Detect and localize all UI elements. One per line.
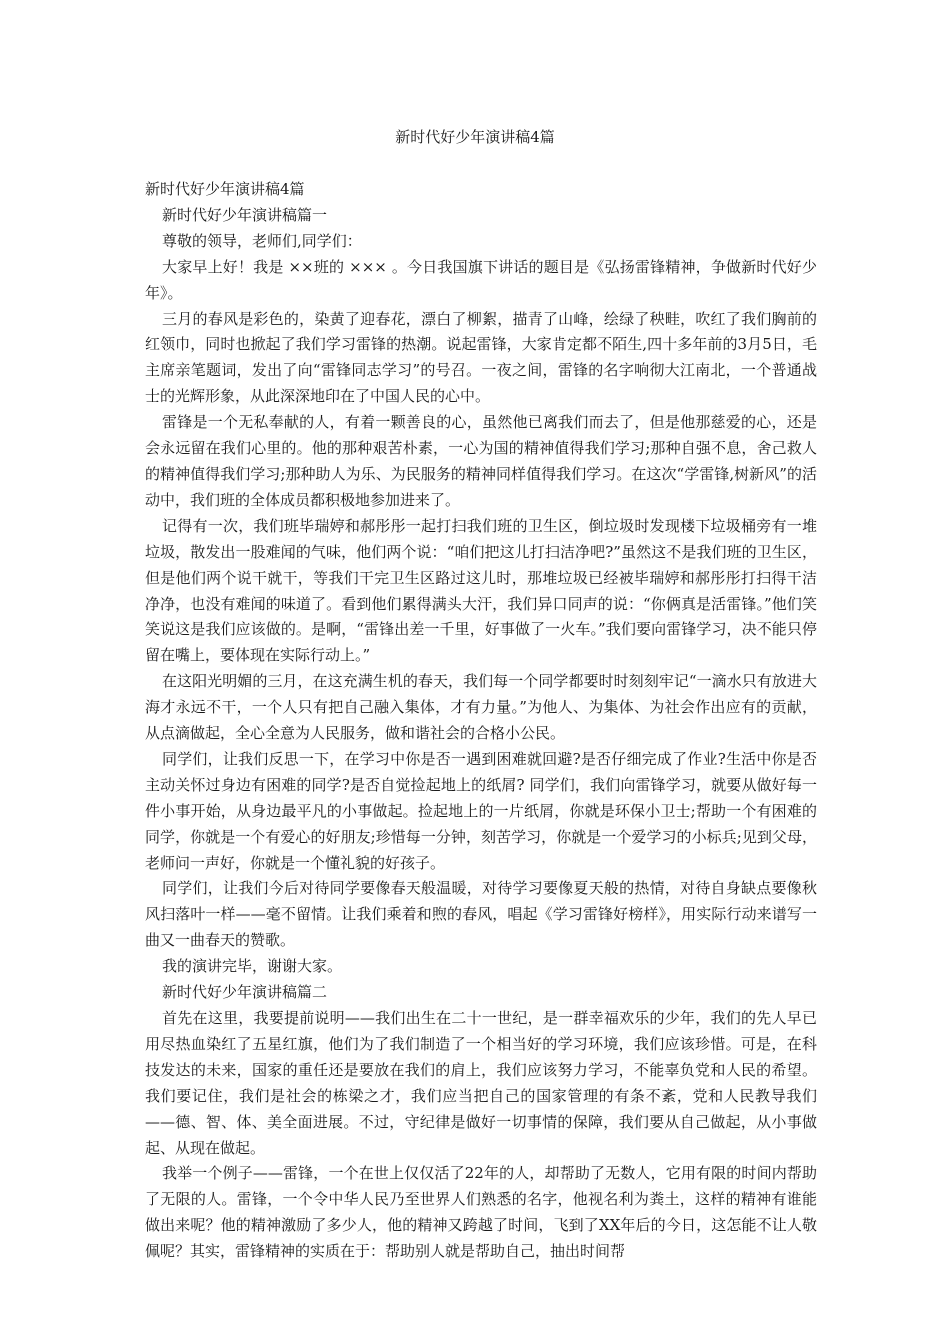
paragraph: 在这阳光明媚的三月，在这充满生机的春天，我们每一个同学都要时时刻刻牢记“一滴水只有放进大海才永远不干，一个人只有把自己融入集体，才有力量。”为他人、为集体、为社会作出应有的贡献，从点滴做起，全心全意为人民服务，做和谐社会的合格小公民。 bbox=[145, 672, 817, 743]
paragraph: 记得有一次，我们班毕瑞婷和郝彤彤一起打扫我们班的卫生区，倒垃圾时发现楼下垃圾桶旁有一堆垃圾，散发出一股难闻的气味，他们两个说：“咱们把这儿打扫洁净吧?”虽然这不是我们班的卫生区，但是他们两个说干就干，等我们干完卫生区路过这儿时，那堆垃圾已经被毕瑞婷和郝彤彤打扫得干洁净净，也没有难闻的味道了。看到他们累得满头大汗，我们异口同声的说：“你俩真是活雷锋。”他们笑笑说这是我们应该做的。是啊，“雷锋出差一千里，好事做了一火车。”我们要向雷锋学习，决不能只停留在嘴上，要体现在实际行动上。” bbox=[145, 516, 817, 665]
paragraph: 三月的春风是彩色的，染黄了迎春花，漂白了柳絮，描青了山峰，绘绿了秧畦，吹红了我们胸前的红领巾，同时也掀起了我们学习雷锋的热潮。说起雷锋，大家肯定都不陌生,四十多年前的3月5日，毛主席亲笔题词，发出了向“雷锋同志学习”的号召。一夜之间，雷锋的名字响彻大江南北，一个普通战士的光辉形象，从此深深地印在了中国人民的心中。 bbox=[145, 309, 817, 406]
paragraph: 雷锋是一个无私奉献的人，有着一颗善良的心，虽然他已离我们而去了，但是他那慈爱的心，还是会永远留在我们心里的。他的那种艰苦朴素，一心为国的精神值得我们学习;那种自强不息，舍己救人的精神值得我们学习;那种助人为乐、为民服务的精神同样值得我们学习。在这次“学雷锋,树新风”的活动中，我们班的全体成员都积极地参加进来了。 bbox=[145, 413, 817, 509]
paragraph: 新时代好少年演讲稿4篇 bbox=[145, 180, 305, 198]
document-body bbox=[145, 177, 817, 1265]
paragraph: 我举一个例子——雷锋，一个在世上仅仅活了22年的人，却帮助了无数人，它用有限的时间内帮助了无限的人。雷锋，一个令中华人民乃至世界人们熟悉的名字，他视名利为粪土，这样的精神有谁能做出来呢？他的精神激励了多少人，他的精神又跨越了时间，飞到了XX年后的今日，这怎能不让人敬佩呢？其实，雷锋精神的实质在于：帮助别人就是帮助自己，抽出时间帮 bbox=[145, 1164, 817, 1261]
document-title: 新时代好少年演讲稿4篇 bbox=[395, 128, 555, 146]
paragraph: 大家早上好！我是 ××班的 ××× 。今日我国旗下讲话的题目是《弘扬雷锋精神，争做新时代好少年》。 bbox=[145, 257, 817, 302]
paragraph: 首先在这里，我要提前说明——我们出生在二十一世纪，是一群幸福欢乐的少年，我们的先人早已用尽热血染红了五星红旗，他们为了我们制造了一个相当好的学习环境，我们应该珍惜。可是，在科技发达的未来，国家的重任还是要放在我们的肩上，我们应该努力学习，不能辜负党和人民的希望。我们要记住，我们是社会的栋梁之才，我们应当把自己的国家管理的有条不紊，党和人民教导我们——德、智、体、美全面进展。不过，守纪律是做好一切事情的保障，我们要从自己做起，从小事做起、从现在做起。 bbox=[145, 1009, 817, 1157]
paragraph: 新时代好少年演讲稿篇二 bbox=[162, 983, 328, 1002]
paragraph: 同学们，让我们反思一下，在学习中你是否一遇到困难就回避?是否仔细完成了作业?生活中你是否主动关怀过身边有困难的同学?是否自觉捡起地上的纸屑? 同学们，我们向雷锋学习，就要从做好每一件小事开始，从身边最平凡的小事做起。捡起地上的一片纸屑，你就是环保小卫士;帮助一个有困难的同学，你就是一个有爱心的好朋友;珍惜每一分钟，刻苦学习，你就是一个爱学习的小标兵;见到父母，老师问一声好，你就是一个懂礼貌的好孩子。 bbox=[145, 749, 817, 872]
paragraph: 我的演讲完毕，谢谢大家。 bbox=[162, 957, 343, 976]
paragraph: 尊敬的领导，老师们,同学们： bbox=[162, 231, 362, 250]
paragraph: 同学们，让我们今后对待同学要像春天般温暖，对待学习要像夏天般的热情，对待自身缺点要像秋风扫落叶一样——毫不留情。让我们乘着和煦的春风，唱起《学习雷锋好榜样》，用实际行动来谱写一曲又一曲春天的赞歌。 bbox=[145, 879, 817, 950]
paragraph: 新时代好少年演讲稿篇一 bbox=[162, 205, 328, 224]
